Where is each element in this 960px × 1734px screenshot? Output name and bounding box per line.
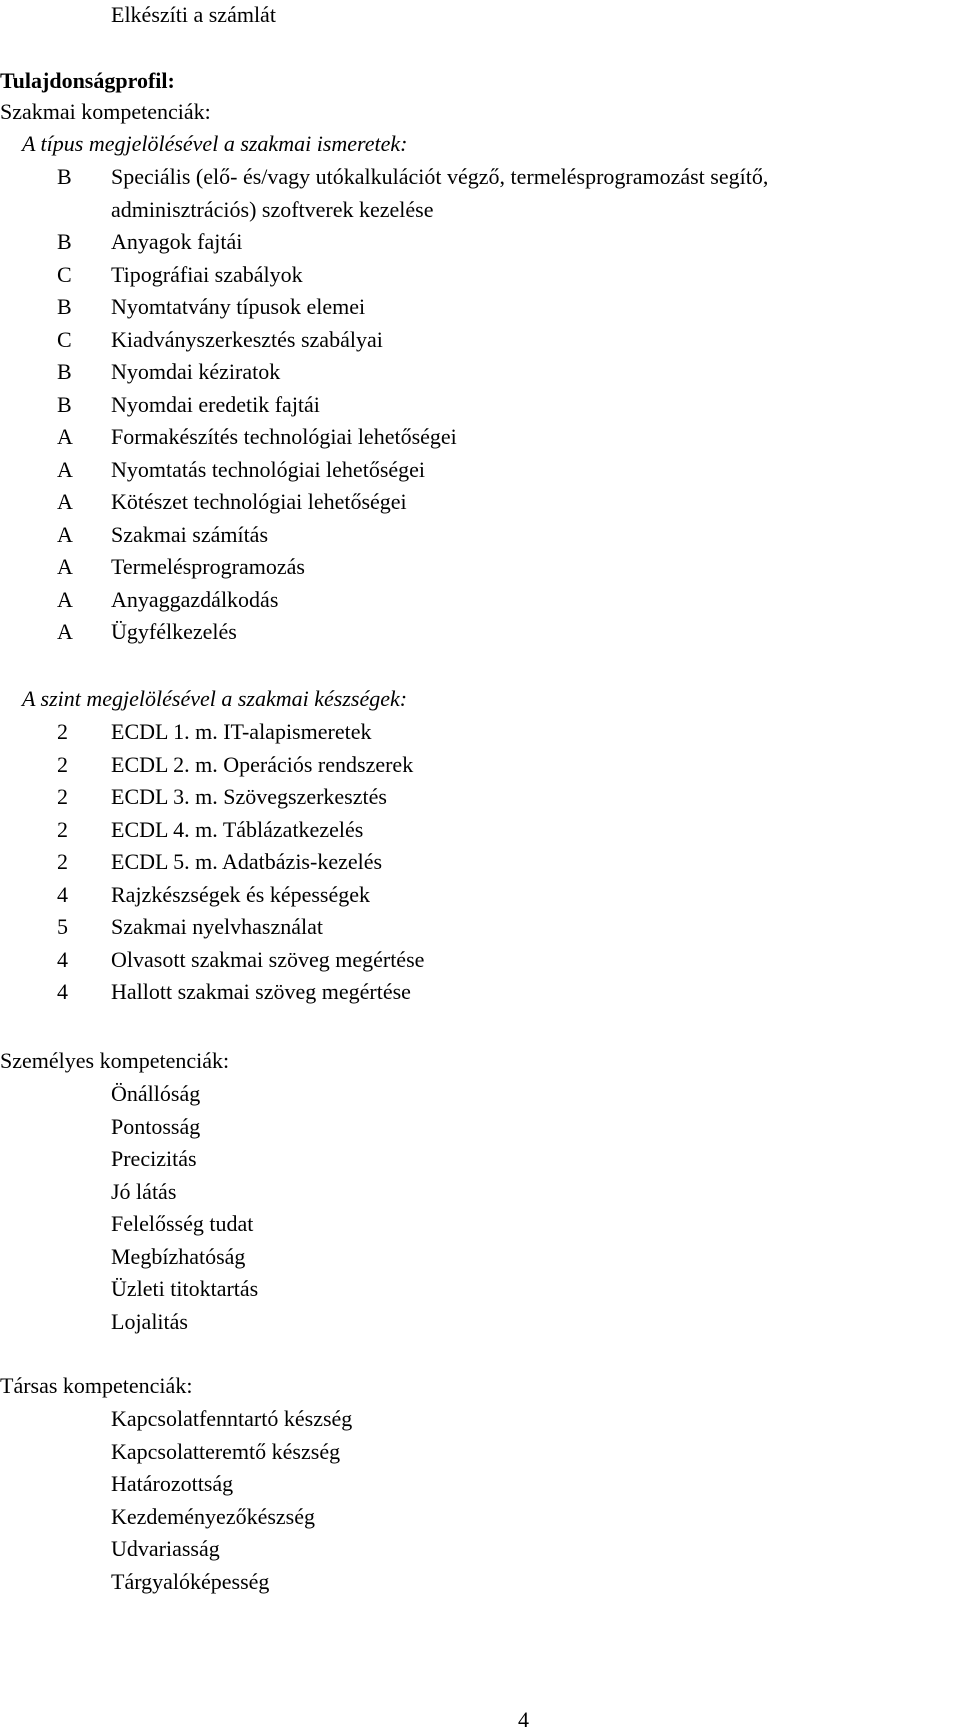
knowledge-level: A: [57, 489, 73, 514]
social-competency-item: Kapcsolatfenntartó készség: [111, 1406, 353, 1431]
social-competency-item: Kapcsolatteremtő készség: [111, 1438, 341, 1464]
skill-item: ECDL 4. m. Táblázatkezelés: [111, 816, 364, 842]
knowledge-item: Formakészítés technológiai lehetőségei: [111, 424, 457, 449]
knowledge-item: Ügyfélkezelés: [111, 619, 237, 644]
top-line: Elkészíti a számlát: [111, 2, 276, 27]
knowledge-level: C: [57, 261, 72, 287]
knowledge-item: Anyaggazdálkodás: [111, 586, 279, 612]
knowledge-item: Nyomdai eredetik fajtái: [111, 391, 320, 417]
knowledge-level: C: [57, 326, 72, 352]
knowledge-item: Anyagok fajtái: [111, 229, 243, 254]
page-number: 4: [518, 1707, 529, 1732]
keszsegek-heading: A szint megjelölésével a szakmai készségek:: [22, 686, 408, 711]
ismeretek-heading: A típus megjelölésével a szakmai ismeretek:: [22, 131, 408, 156]
personal-competency-item: Megbízhatóság: [111, 1243, 246, 1269]
personal-competency-item: Pontosság: [111, 1113, 201, 1139]
knowledge-level: A: [57, 424, 73, 449]
tarsas-heading: Társas kompetenciák:: [0, 1373, 193, 1398]
knowledge-item: Tipográfiai szabályok: [111, 261, 303, 287]
knowledge-level: A: [57, 619, 73, 644]
personal-competency-item: Lojalitás: [111, 1308, 188, 1334]
skill-item: ECDL 1. m. IT-alapismeretek: [111, 719, 372, 744]
knowledge-level: B: [57, 294, 72, 319]
skill-item: Olvasott szakmai szöveg megértése: [111, 946, 425, 972]
social-competency-item: Kezdeményezőkészség: [111, 1503, 316, 1529]
skill-item: Szakmai nyelvhasználat: [111, 914, 323, 939]
skill-level: 2: [57, 849, 68, 874]
personal-competency-item: Önállóság: [111, 1081, 201, 1106]
knowledge-level: B: [57, 359, 72, 384]
knowledge-item: Speciális (elő- és/vagy utókalkulációt végző, termelésprogramozást segítő,: [111, 164, 769, 189]
social-competency-item: Határozottság: [111, 1471, 234, 1496]
skill-level: 2: [57, 816, 68, 842]
knowledge-item: Termelésprogramozás: [111, 554, 305, 579]
skill-item: ECDL 3. m. Szövegszerkesztés: [111, 784, 387, 809]
knowledge-item: Szakmai számítás: [111, 521, 269, 547]
skill-level: 5: [57, 914, 68, 939]
knowledge-level: A: [57, 456, 73, 482]
knowledge-item-continued: adminisztrációs) szoftverek kezelése: [111, 196, 434, 222]
profile-title: Tulajdonságprofil:: [0, 68, 175, 93]
knowledge-level: A: [57, 554, 73, 579]
knowledge-item: Nyomtatvány típusok elemei: [111, 294, 366, 319]
skill-level: 2: [57, 719, 68, 744]
szemelyes-heading: Személyes kompetenciák:: [0, 1048, 230, 1073]
skill-item: Rajzkészségek és képességek: [111, 881, 371, 907]
personal-competency-item: Üzleti titoktartás: [111, 1276, 259, 1301]
knowledge-level: B: [57, 164, 72, 189]
skill-level: 2: [57, 751, 68, 777]
skill-level: 4: [57, 979, 68, 1004]
knowledge-level: B: [57, 391, 72, 417]
knowledge-item: Nyomdai kéziratok: [111, 359, 281, 384]
szakmai-heading: Szakmai kompetenciák:: [0, 99, 211, 124]
skill-level: 4: [57, 881, 68, 907]
social-competency-item: Udvariasság: [111, 1536, 220, 1561]
skill-item: Hallott szakmai szöveg megértése: [111, 979, 411, 1004]
knowledge-item: Nyomtatás technológiai lehetőségei: [111, 456, 426, 482]
skill-item: ECDL 5. m. Adatbázis-kezelés: [111, 849, 383, 874]
social-competency-item: Tárgyalóképesség: [111, 1568, 270, 1594]
skill-level: 2: [57, 784, 68, 809]
knowledge-level: B: [57, 229, 72, 254]
personal-competency-item: Felelősség tudat: [111, 1211, 254, 1236]
knowledge-item: Kötészet technológiai lehetőségei: [111, 489, 407, 514]
skill-level: 4: [57, 946, 68, 972]
knowledge-level: A: [57, 586, 73, 612]
skill-item: ECDL 2. m. Operációs rendszerek: [111, 751, 414, 777]
personal-competency-item: Precizitás: [111, 1146, 197, 1171]
knowledge-item: Kiadványszerkesztés szabályai: [111, 326, 383, 352]
personal-competency-item: Jó látás: [111, 1178, 177, 1204]
knowledge-level: A: [57, 521, 73, 547]
